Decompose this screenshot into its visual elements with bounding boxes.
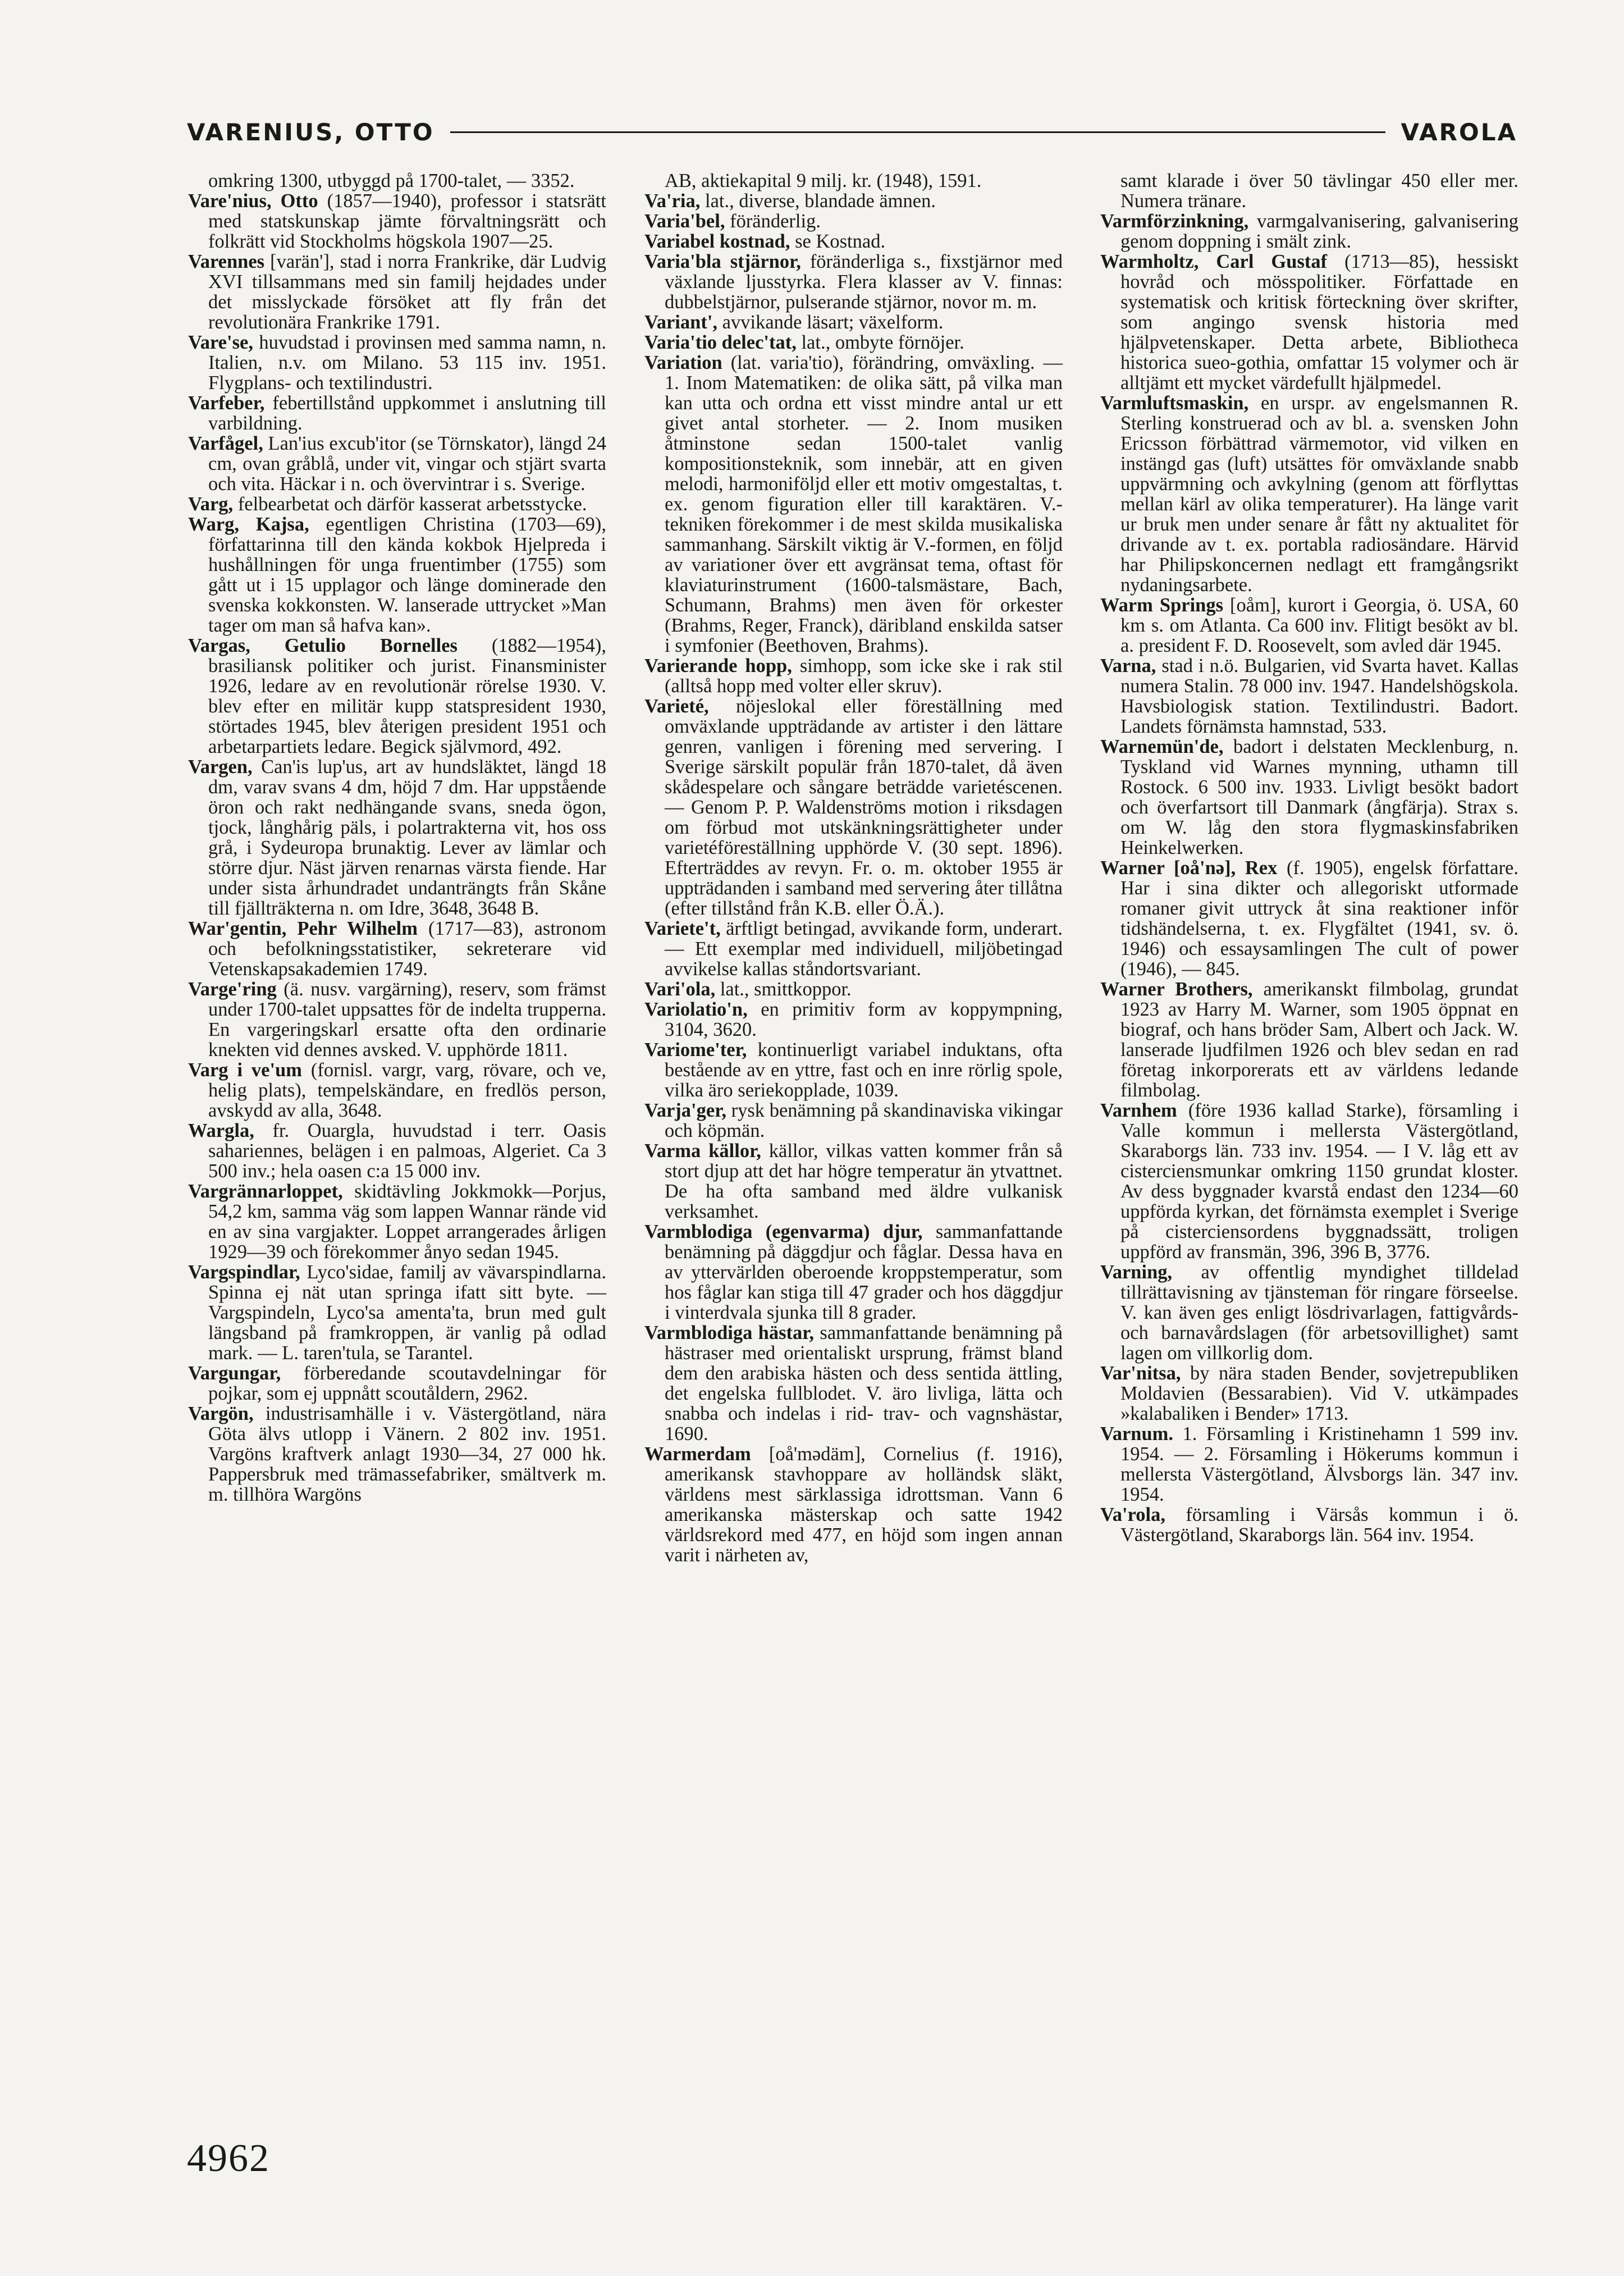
entry-headword: Variolatio'n, (644, 999, 748, 1020)
entry-text: simhopp, som icke ske i rak stil (alltså hopp med volter eller skruv). (665, 655, 1063, 697)
entry-headword: Varmblodiga (egenvarma) djur, (644, 1221, 923, 1242)
entry-headword: Vargas, Getulio Bornelles (188, 635, 458, 656)
dictionary-entry (188, 1363, 606, 1404)
entry-text: lat., smittkoppor. (715, 979, 852, 1000)
entry-headword: Vari'ola, (644, 979, 716, 1000)
running-header (187, 118, 1517, 146)
entry-headword: Warg, Kajsa, (188, 514, 309, 535)
entry-continuation (188, 171, 606, 191)
entry-text: av offentlig myndighet tilldelad tillrättavisning av tjänsteman för ringare förseelse. V. kan även ges enligt lösdrivarlagen, fattigvårds- och barnavårdslagen (för arbetsovillighet) samt lagen om villkorlig dom. (1120, 1262, 1518, 1364)
dictionary-entry (644, 1222, 1063, 1323)
entry-headword: Varmluftsmaskin, (1100, 392, 1249, 414)
entry-text: AB, aktiekapital 9 milj. kr. (1948), 1591. (665, 170, 982, 191)
entry-headword: Vare'nius, Otto (188, 190, 318, 212)
entry-text: en urspr. av engelsmannen R. Sterling konstruerad och av bl. a. svensken John Ericsson förbättrad värmemotor, vid vilken en instängd gas (luft) utsättes för omväxlande snabb uppvärmning och avkylning (genom att förflyttas mellan kärl av olika temperaturer). Ha länge varit ur bruk men under senare år fått ny aktualitet för drivande av t. ex. portabla radiosändare. Härvid har Philipskoncernen nedlagt ett framgångsrikt nydaningsarbete. (1120, 392, 1518, 596)
dictionary-entry (188, 1262, 606, 1363)
entry-text: industrisamhälle i v. Västergötland, nära Göta älvs utlopp i Vänern. 2 802 inv. 1951. Vargöns kraftverk anlagt 1930—34, 27 000 hk. Pappersbruk med trämassefabriker, smältverk m. m. tillhöra Wargöns (208, 1403, 606, 1505)
entry-text: huvudstad i provinsen med samma namn, n. Italien, n.v. om Milano. 53 115 inv. 1951. Flygplans- och textilindustri. (208, 332, 606, 394)
entry-text: Lan'ius excub'itor (se Törnskator), längd 24 cm, ovan gråblå, under vit, vingar och stjärt svarta och vita. Häckar i n. och övervintrar i s. Sverige. (208, 433, 606, 495)
dictionary-entry (188, 332, 606, 393)
entry-headword: Warnemün'de, (1100, 736, 1224, 757)
entry-headword: Varg i ve'um (188, 1059, 303, 1081)
column-2 (644, 171, 1063, 1565)
entry-text: varmgalvanisering, galvanisering genom doppning i smält zink. (1120, 211, 1518, 252)
dictionary-entry (644, 656, 1063, 696)
entry-text: samt klarade i över 50 tävlingar 450 eller mer. Numera tränare. (1120, 170, 1518, 212)
dictionary-entry (644, 312, 1063, 332)
entry-headword: Varia'bla stjärnor, (644, 251, 801, 272)
dictionary-entry (1100, 595, 1518, 656)
dictionary-entry (644, 252, 1063, 312)
entry-headword: Variant', (644, 312, 718, 333)
dictionary-entry (644, 999, 1063, 1040)
dictionary-entry (644, 353, 1063, 656)
entry-headword: Warmholtz, Carl Gustaf (1100, 251, 1328, 272)
entry-headword: Vargrännarloppet, (188, 1181, 343, 1202)
dictionary-entry (644, 696, 1063, 918)
entry-headword: Varning, (1100, 1262, 1173, 1283)
dictionary-entry (188, 918, 606, 979)
dictionary-entry (1100, 1505, 1518, 1545)
entry-headword: Varierande hopp, (644, 655, 792, 677)
dictionary-entry (1100, 1100, 1518, 1262)
dictionary-entry (1100, 252, 1518, 393)
entry-text: lat., diverse, blandade ämnen. (700, 190, 936, 212)
entry-text: avvikande läsart; växelform. (717, 312, 944, 333)
entry-text: (f. 1905), engelsk författare. Har i sina dikter och allegoriskt utformade romaner givit uttryck åt sina reaktioner inför tidshändelserna, t. ex. Flygfältet (1941, sv. ö. 1946) och essaysamlingen The cult of power (1946), — 845. (1120, 857, 1518, 980)
entry-headword: Vargen, (188, 756, 253, 778)
entry-text: nöjeslokal eller föreställning med omväxlande uppträdande av artister i den lättare genren, vanligen i förening med servering. I Sverige särskilt populär från 1870-talet, då även skådespelare och sångare beträdde varietéscenen. — Genom P. P. Waldenströms motion i riksdagen om förbud mot utskänkningsrättigheter under varietéföreställning upphörde V. (30 sept. 1896). Efterträddes av revyn. Fr. o. m. oktober 1955 är uppträdanden i samband med servering åter tillåtna (efter tillstånd från K.B. eller Ö.Ä.). (665, 696, 1063, 919)
entry-headword: Varieté, (644, 696, 709, 717)
entry-headword: Varg, (188, 493, 234, 515)
entry-continuation (1100, 171, 1518, 211)
entry-text: lat., ombyte förnöjer. (796, 332, 964, 353)
dictionary-entry (1100, 211, 1518, 252)
dictionary-entry (188, 636, 606, 757)
entry-text: sammanfattande benämning på däggdjur och fåglar. Dessa hava en av yttervärlden oberoende kroppstemperatur, som hos fåglar kan stiga till 47 grader och hos däggdjur i vinterdvala sjunka till 8 grader. (665, 1221, 1063, 1323)
entry-headword: Warm Springs (1100, 595, 1224, 616)
dictionary-entry (1100, 737, 1518, 858)
entry-headword: Varja'ger, (644, 1100, 726, 1121)
dictionary-entry (188, 757, 606, 918)
entry-text: (lat. varia'tio), förändring, omväxling. — 1. Inom Matematiken: de olika sätt, på vilka man kan utta och ordna ett visst mindre antal ur ett givet antal storheter. — 2. Inom musiken åtminstone sedan 1500-talet vanlig kompositionsteknik, som innebär, att en given melodi, harmoniföljd eller ett motiv omgestaltas, t. ex. genom figuration eller till karaktären. V.-tekniken förekommer i de mest skilda musikaliska sammanhang. Särskilt viktig är V.-formen, en följd av variationer över ett avgränsat tema, oftast för klaviaturinstrument (1600-talsmästare, Bach, Schumann, Brahms) men även för orkester (Brahms, Reger, Franck), däribland enskilda satser i symfonier (Beethoven, Brahms). (665, 352, 1063, 656)
header-right-guideword: VAROLA (1401, 118, 1517, 146)
entry-text: by nära staden Bender, sovjetrepubliken Moldavien (Bessarabien). Vid V. utkämpades »kalabaliken i Bender» 1713. (1120, 1363, 1518, 1424)
dictionary-entry (644, 1040, 1063, 1100)
page-number: 4962 (187, 2137, 270, 2180)
entry-text: församling i Värsås kommun i ö. Västergötland, Skaraborgs län. 564 inv. 1954. (1120, 1504, 1518, 1546)
entry-headword: Varia'bel, (644, 211, 725, 232)
entry-text: förberedande scoutavdelningar för pojkar, som ej uppnått scoutåldern, 2962. (208, 1363, 606, 1404)
entry-headword: Varmförzinkning, (1100, 211, 1249, 232)
entry-headword: Variome'ter, (644, 1039, 747, 1061)
entry-text: stad i n.ö. Bulgarien, vid Svarta havet. Kallas numera Stalin. 78 000 inv. 1947. Handelshögskola. Havsbiologisk station. Textilindustri. Badort. Landets förnämsta hamnstad, 533. (1120, 655, 1518, 737)
entry-text: sammanfattande benämning på hästraser med orientaliskt ursprung, främst bland dem den arabiska hästen och dess sentida ättling, det engelska fullblodet. V. äro livliga, lätta och snabba och indelas i rid- trav- och vagnshästar, 1690. (665, 1322, 1063, 1445)
entry-headword: Variabel kostnad, (644, 231, 790, 252)
dictionary-entry (188, 1121, 606, 1181)
entry-headword: Warner [oå'nə], Rex (1100, 857, 1278, 879)
entry-text: se Kostnad. (790, 231, 886, 252)
dictionary-entry (644, 332, 1063, 353)
entry-text: föränderlig. (725, 211, 821, 232)
entry-headword: Varma källor, (644, 1140, 761, 1162)
dictionary-entry (188, 393, 606, 433)
dictionary-entry (188, 494, 606, 514)
entry-text: skidtävling Jokkmokk—Porjus, 54,2 km, samma väg som lappen Wannar rände vid en av sina vargjakter. Loppet arrangerades årligen 1929—39 och förekommer ånyo sedan 1945. (208, 1181, 606, 1263)
entry-text: [oåm], kurort i Georgia, ö. USA, 60 km s. om Atlanta. Ca 600 inv. Flitigt besökt av bl. a. president F. D. Roosevelt, som avled där 1945. (1120, 595, 1518, 656)
entry-text: badort i delstaten Mecklenburg, n. Tyskland vid Warnes mynning, uthamn till Rostock. 6 500 inv. 1933. Livligt besökt badort och överfartsort till Danmark (ångfärja). Strax s. om W. låg den stora flygmaskinsfabriken Heinkelwerken. (1120, 736, 1518, 858)
dictionary-entry (644, 1323, 1063, 1444)
entry-text: rysk benämning på skandinaviska vikingar och köpmän. (665, 1100, 1063, 1141)
header-rule (450, 131, 1385, 133)
entry-headword: Va'ria, (644, 190, 701, 212)
entry-text: (1882—1954), brasiliansk politiker och jurist. Finansminister 1926, ledare av en revolutionär rörelse 1930. V. blev efter en militär kupp statspresident 1930, störtades 1945, blev återigen president 1951 och arbetarpartiets ledare. Begick självmord, 492. (208, 635, 607, 757)
entry-text: febertillstånd uppkommet i anslutning till varbildning. (208, 392, 606, 434)
entry-text: amerikanskt filmbolag, grundat 1923 av Harry M. Warner, som 1905 öppnat en biograf, och hans bröder Sam, Albert och Jack. W. lanserade ljudfilmen 1926 och blev sedan en rad företag inkorporerats ett av världens ledande filmbolag. (1120, 979, 1518, 1101)
entry-headword: Wargla, (188, 1120, 254, 1141)
dictionary-entry (188, 1181, 606, 1262)
dictionary-entry (188, 433, 606, 494)
entry-text: (ä. nusv. vargärning), reserv, som främst under 1700-talet uppsattes för de indelta trupperna. En vargeringskarl ersatte ofta den ordinarie knekten vid dennes avsked. V. upphörde 1811. (208, 979, 606, 1061)
entry-headword: Varfeber, (188, 392, 265, 414)
entry-text: (före 1936 kallad Starke), församling i Valle kommun i mellersta Västergötland, Skaraborgs län. 733 inv. 1954. — I V. låg ett av cisterciensmunkar omkring 1150 grundat kloster. Av dess byggnader kvarstå endast den 1234—60 uppförda kyrkan, det förnämsta exemplet i Sverige på cisterciensordens byggnadssätt, troligen uppförd av fransmän, 396, 396 B, 3776. (1120, 1100, 1518, 1263)
entry-headword: Vargön, (188, 1403, 254, 1424)
dictionary-entry (644, 918, 1063, 979)
entry-headword: Varnhem (1100, 1100, 1177, 1121)
entry-headword: Varmblodiga hästar, (644, 1322, 815, 1343)
dictionary-entry (644, 211, 1063, 231)
entry-text: Lyco'sidae, familj av vävarspindlarna. Spinna ej nät utan springa ifatt sitt byte. — Vargspindeln, Lyco'sa amenta'ta, brun med gult längsband på framkroppen, är vanlig på odlad mark. — L. taren'tula, se Tarantel. (208, 1262, 606, 1364)
entry-text: (fornisl. vargr, varg, rövare, och ve, helig plats), tempelskändare, en fredlös person, avskydd av alla, 3648. (208, 1059, 606, 1121)
column-3 (1100, 171, 1518, 1545)
dictionary-entry (1100, 979, 1518, 1100)
entry-text: omkring 1300, utbyggd på 1700-talet, — 3352. (208, 170, 575, 191)
header-left-guideword: VARENIUS, OTTO (187, 118, 434, 146)
entry-headword: Vare'se, (188, 332, 253, 353)
entry-headword: Vargungar, (188, 1363, 281, 1384)
entry-headword: War'gentin, Pehr Wilhelm (188, 918, 418, 939)
column-1 (188, 171, 606, 1505)
dictionary-entry (644, 1100, 1063, 1141)
dictionary-entry (1100, 1424, 1518, 1505)
entry-headword: Variation (644, 352, 722, 373)
dictionary-entry (1100, 858, 1518, 979)
entry-text: egentligen Christina (1703—69), författarinna till den kända kokbok Hjelpreda i hushållningen för unga fruentimber (1755) som gått ut i 15 upplagor och länge dominerade den svenska kokkonsten. W. lanserade uttrycket »Man tager om man så hafva kan». (208, 514, 606, 636)
entry-text: källor, vilkas vatten kommer från så stort djup att det har högre temperatur än ytvattnet. De ha ofta samband med äldre vulkanisk verksamhet. (665, 1140, 1063, 1222)
dictionary-entry (644, 1444, 1063, 1565)
entry-text: kontinuerligt variabel induktans, ofta bestående av en yttre, fast och en inre rörlig spole, vilka äro seriekopplade, 1039. (665, 1039, 1063, 1101)
entry-headword: Varnum. (1100, 1423, 1174, 1445)
entry-text: (1717—83), astronom och befolkningsstatistiker, sekreterare vid Vetenskapsakademien 1749. (208, 918, 606, 980)
entry-headword: Va'rola, (1100, 1504, 1165, 1525)
entry-headword: Varfågel, (188, 433, 263, 454)
entry-headword: Varia'tio delec'tat, (644, 332, 797, 353)
dictionary-entry (188, 252, 606, 332)
dictionary-entry (644, 191, 1063, 211)
dictionary-entry (188, 1060, 606, 1121)
entry-headword: Varge'ring (188, 979, 277, 1000)
entry-text: fr. Ouargla, huvudstad i terr. Oasis sahariennes, belägen i en palmoas, Algeriet. Ca 3 500 inv.; hela oasen c:a 15 000 inv. (208, 1120, 606, 1182)
dictionary-entry (188, 979, 606, 1060)
dictionary-entry (188, 514, 606, 636)
dictionary-entry (188, 191, 606, 252)
dictionary-entry (644, 1141, 1063, 1222)
dictionary-entry (644, 231, 1063, 252)
entry-text: Can'is lup'us, art av hundsläktet, längd 18 dm, varav svans 4 dm, höjd 7 dm. Har uppstående öron och rakt nedhängande svans, sneda ögon, tjock, långhårig päls, i polartrakterna vit, hos oss grå, i Sydeuropa brunaktig. Lever av lämlar och större djur. Näst järven renarnas värsta fiende. Har under sista århundradet undanträngts från Skåne till fjällträkterna n. om Idre, 3648, 3648 B. (208, 756, 606, 919)
entry-text: [varän'], stad i norra Frankrike, där Ludvig XVI tillsammans med sin familj hejdades under det misslyckade försöket att fly från det revolutionära Frankrike 1791. (208, 251, 606, 333)
entry-headword: Varennes (188, 251, 265, 272)
entry-text: föränderliga s., fixstjärnor med växlande ljusstyrka. Flera klasser av V. finnas: dubbelstjärnor, pulserande stjärnor, novor m. m. (665, 251, 1063, 313)
entry-text: (1713—85), hessiskt hovråd och mösspolitiker. Författade en systematisk och kritisk förteckning över skrifter, som angingo svensk historia med hjälpvetenskaper. Detta arbete, Bibliotheca historica sueo-gothia, omfattar 15 volymer och är alltjämt ett mycket värdefullt hjälpmedel. (1120, 251, 1518, 394)
dictionary-entry (1100, 1262, 1518, 1363)
entry-text: ärftligt betingad, avvikande form, underart. — Ett exemplar med individuell, miljöbetingad avvikelse kallas ståndortsvariant. (665, 918, 1063, 980)
dictionary-entry (1100, 393, 1518, 595)
entry-text: en primitiv form av koppympning, 3104, 3620. (665, 999, 1063, 1040)
dictionary-entry (644, 979, 1063, 999)
entry-headword: Warmerdam (644, 1443, 751, 1465)
entry-text: (1857—1940), professor i statsrätt med statskunskap jämte förvaltningsrätt och folkrätt vid Stockholms högskola 1907—25. (208, 190, 606, 252)
entry-headword: Var'nitsa, (1100, 1363, 1181, 1384)
entry-headword: Varna, (1100, 655, 1156, 677)
entry-text: 1. Församling i Kristinehamn 1 599 inv. 1954. — 2. Församling i Hökerums kommun i mellersta Västergötland, Älvsborgs län. 347 inv. 1954. (1120, 1423, 1518, 1505)
dictionary-entry (1100, 656, 1518, 737)
dictionary-entry (188, 1404, 606, 1505)
entry-headword: Warner Brothers, (1100, 979, 1253, 1000)
entry-text: felbearbetat och därför kasserat arbetsstycke. (233, 493, 587, 515)
entry-headword: Variete't, (644, 918, 721, 939)
entry-headword: Vargspindlar, (188, 1262, 300, 1283)
dictionary-entry (1100, 1363, 1518, 1424)
entry-continuation (644, 171, 1063, 191)
entry-text: [oå'mədäm], Cornelius (f. 1916), amerikansk stavhoppare av holländsk släkt, världens mest särklassiga idrottsman. Vann 6 amerikanska mästerskap och satte 1942 världsrekord med 477, en höjd som ingen annan varit i närheten av, (665, 1443, 1063, 1566)
